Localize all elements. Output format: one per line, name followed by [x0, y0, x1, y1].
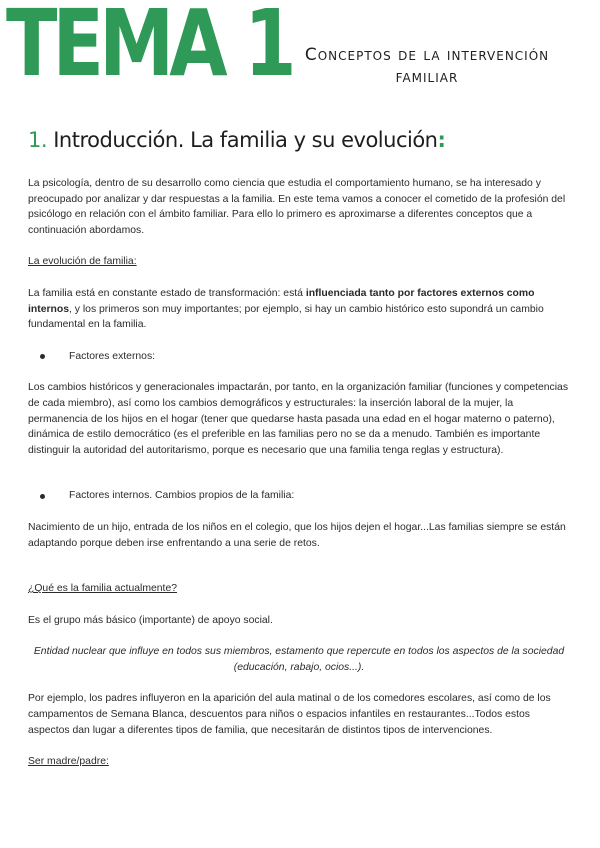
- bullet-internos-label: Factores internos. Cambios propios de la familia:: [69, 490, 295, 502]
- actual-heading: ¿Qué es la familia actualmente?: [28, 583, 178, 595]
- subtitle-line-1: Conceptos de la intervención: [304, 45, 550, 65]
- bullet-externos: [28, 349, 570, 365]
- section-colon: :: [437, 128, 446, 152]
- bullet-dot-icon: [40, 494, 45, 499]
- evolucion-paragraph: [28, 286, 570, 333]
- externos-paragraph: Los cambios históricos y generacionales impactarán, por tanto, en la organización familiar (funciones y competencias de cada miembro), así como los cambios demográficos y estructurales: la inserción laboral de la mujer, la permanencia de los hijos en el hogar (tener que quedarse hasta pasada una edad en el hogar materno o paterno), dinámica de estilo democrático (es el preferible en las familias pero no se da a menudo. También es importante distinguir la autoridad del autoritarismo, porque es necesario que una familia tenga reglas y estructura).: [28, 382, 569, 456]
- actual-paragraph: Es el grupo más básico (importante) de apoyo social.: [28, 614, 273, 626]
- evolucion-text-a: La familia está en constante estado de transformación: está: [28, 287, 306, 299]
- ejemplo-paragraph: Por ejemplo, los padres influyeron en la aparición del aula matinal o de los comedores escolares, así como de los campamentos de Semana Blanca, descuentos para niños o espacios infantiles en restaurantes...Todos estos aspectos dan lugar a diferentes tipos de familia, que necesitarán de distintos tipos de intervenciones.: [28, 693, 551, 736]
- evolucion-text-b: , y los primeros son muy importantes; por ejemplo, si hay un cambio histórico esto supondrá un cambio fundamental en la familia.: [28, 303, 544, 331]
- bullet-externos-label: Factores externos:: [69, 350, 156, 362]
- intro-paragraph: La psicología, dentro de su desarrollo como ciencia que estudia el comportamiento humano, se ha interesado y preocupado por analizar y dar respuestas a la familia. En este tema vamos a conocer el cometido de la profesión del psicólogo en relación con el ámbito familiar. Para ello lo primero es aproximarse a diferentes conceptos que a continuación abordamos.: [28, 178, 566, 236]
- section-number: 1.: [28, 128, 48, 152]
- subtitle-line-2: familiar: [395, 67, 459, 88]
- evolucion-text-bold: influenciada tanto por factores externos como internos: [28, 287, 535, 315]
- document-body: [28, 176, 570, 770]
- madre-heading: Ser madre/padre:: [28, 756, 109, 768]
- section-heading: [28, 128, 445, 152]
- bullet-internos: [28, 488, 570, 504]
- internos-paragraph: Nacimiento de un hijo, entrada de los niños en el colegio, que los hijos dejen el hogar...Las familias siempre se están adaptando porque deben irse enfrentando a una serie de retos.: [28, 521, 566, 549]
- bullet-dot-icon: [40, 354, 45, 359]
- tema-subtitle: [282, 44, 572, 88]
- tema-title: TEMA 1: [6, 0, 292, 97]
- evolucion-heading: La evolución de familia:: [28, 256, 137, 268]
- definition-paragraph: Entidad nuclear que influye en todos sus miembros, estamento que repercute en todos los aspectos de la sociedad (educación, rabajo, ocios...).: [33, 646, 565, 673]
- section-title: Introducción. La familia y su evolución: [53, 128, 438, 152]
